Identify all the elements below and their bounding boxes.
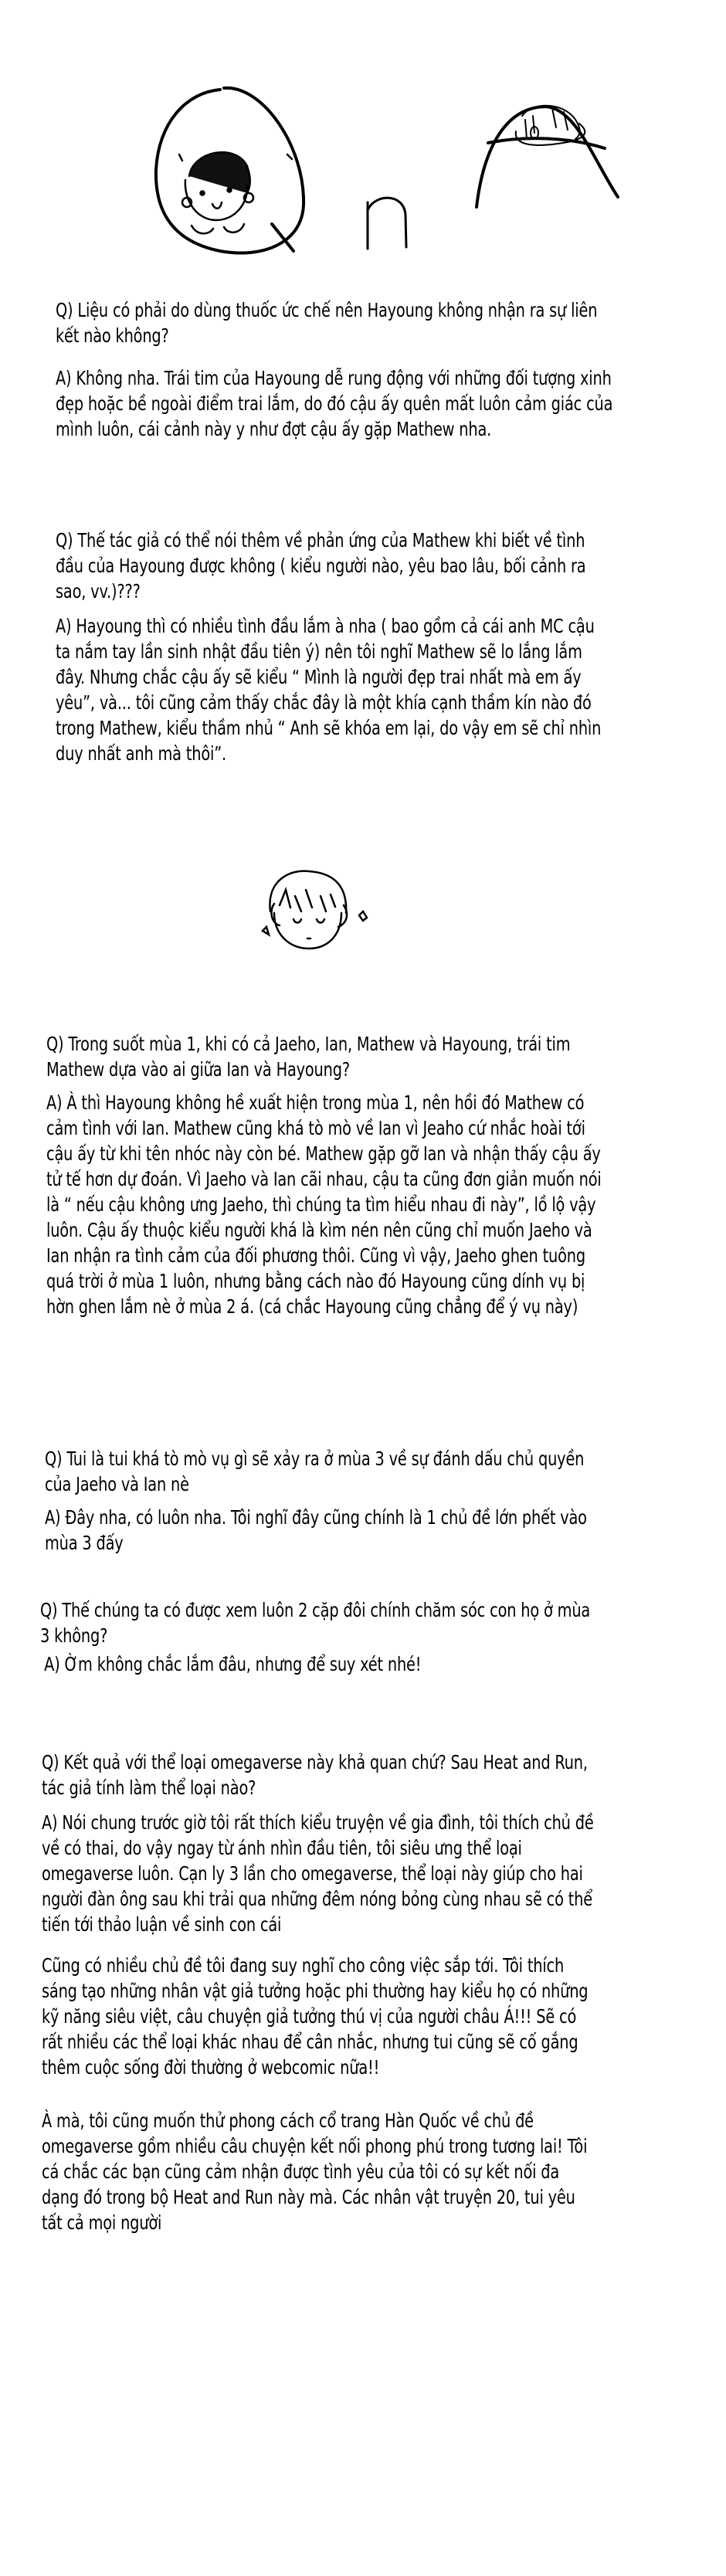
chibi-face-doodle-icon: [232, 850, 386, 958]
qa-item-5: [40, 1597, 598, 1677]
question-text: Q) Tui là tui khá tò mò vụ gì sẽ xảy ra ở mùa 3 về sự đánh dấu chủ quyền của Jaeho và Ian nè: [45, 1448, 585, 1495]
answer-text: A) À thì Hayoung không hề xuất hiện trong mùa 1, nên hồi đó Mathew có cảm tình với Ian. Mathew cũng khá tò mò về Ian vì Jeaho cứ nhắc hoài tới cậu ấy từ khi tên nhóc này còn bé. Mathew gặp gỡ Ian và nhận thấy cậu ấy tử tế hơn dự đoán. Vì Jaeho và Ian cãi nhau, cậu ta cũng đơn giản muốn nói là “ nếu cậu không ưng Jaeho, thì chúng ta tìm hiểu nhau đi này”, lồ lộ vậy luôn. Cậu ấy thuộc kiểu người khá là kìm nén nên cũng chỉ muốn Jaeho và Ian nhận ra tình cảm của đối phương thôi. Cũng vì vậy, Jaeho ghen tuông quá trời ở mùa 1 luôn, nhưng bằng cách nào đó Hayoung cũng dính vụ bị hờn ghen lắm nè ở mùa 2 á. (cá chắc Hayoung cũng chẳng để ý vụ này): [46, 1091, 602, 1318]
answer-text: A) Không nha. Trái tim của Hayoung dễ rung động với những đối tượng xinh đẹp hoặc bề ngoài điểm trai lắm, do đó cậu ấy quên mất luôn cảm giác của mình luôn, cái cảnh này y như đợt cậu ấy gặp Mathew nha.: [56, 367, 613, 440]
answer-text: Cũng có nhiều chủ đề tôi đang suy nghĩ cho công việc sắp tới. Tôi thích sáng tạo những nhân vật giả tưởng hoặc phi thường hay kiểu họ có những kỹ năng siêu việt, câu chuyện giả tưởng thú vị của người châu Á!!! Sẽ có rất nhiều các thể loại khác nhau để cân nhắc, nhưng tui cũng sẽ cố gắng thêm cuộc sống đời thường ở webcomic nữa!!: [42, 1954, 589, 2079]
question-text: Q) Thế chúng ta có được xem luôn 2 cặp đôi chính chăm sóc con họ ở mùa 3 không?: [40, 1599, 591, 1647]
n-letter-icon: [368, 198, 406, 249]
answer-text: A) Nói chung trước giờ tôi rất thích kiểu truyện về gia đình, tôi thích chủ đề về có thai, do vậy ngay từ ánh nhìn đầu tiên, tôi siêu ưng thể loại omegaverse luôn. Cạn ly 3 lần cho omegaverse, thể loại này giúp cho hai người đàn ông sau khi trải qua những đêm nóng bỏng cùng nhau sẽ có thể tiến tới thảo luận về sinh con cái: [42, 1811, 594, 1936]
question-text: Q) Liệu có phải do dùng thuốc ức chế nên Hayoung không nhận ra sự liên kết nào không?: [56, 299, 598, 347]
qa-item-2: [56, 528, 613, 766]
question-text: Q) Trong suốt mùa 1, khi có cả Jaeho, Ian, Mathew và Hayoung, trái tim Mathew dựa vào ai giữa Ian và Hayoung?: [46, 1033, 571, 1081]
question-text: Q) Kết quả với thể loại omegaverse này khả quan chứ? Sau Heat and Run, tác giả tính làm thể loại nào?: [42, 1751, 588, 1799]
a-letter-icon: [477, 107, 618, 207]
answer-text: A) Ờm không chắc lắm đâu, nhưng để suy xét nhé!: [44, 1653, 422, 1675]
qna-title-illustration: [0, 0, 726, 270]
question-text: Q) Thế tác giả có thể nói thêm về phản ứng của Mathew khi biết về tình đầu của Hayoung được không ( kiểu người nào, yêu bao lâu, bối cảnh ra sao, vv.)???: [56, 529, 586, 602]
answer-text: À mà, tôi cũng muốn thử phong cách cổ trang Hàn Quốc về chủ đề omegaverse gồm nhiều câu chuyện kết nối phong phú trong tương lai! Tôi cá chắc các bạn cũng cảm nhận được tình yêu của tôi có sự kết nối đa dạng đó trong bộ Heat and Run này mà. Các nhân vật truyện 20, tui yêu tất cả mọi người: [42, 2109, 588, 2234]
answer-text: A) Hayoung thì có nhiều tình đầu lắm à nha ( bao gồm cả cái anh MC cậu ta nắm tay lần sinh nhật đầu tiên ý) nên tôi nghĩ Mathew sẽ lo lắng lắm đây. Nhưng chắc cậu ấy sẽ kiểu “ Mình là người đẹp trai nhất mà em ấy yêu”, và... tôi cũng cảm thấy chắc đây là một khía cạnh thầm kín nào đó trong Mathew, kiểu thầm nhủ “ Anh sẽ khóa em lại, do vậy em sẽ chỉ nhìn duy nhất anh mà thôi”.: [56, 615, 602, 765]
qa-item-6: [42, 1750, 599, 2235]
dark-haired-boy-icon: [179, 152, 292, 233]
qa-item-1: [56, 297, 613, 442]
qa-item-4: [45, 1446, 602, 1556]
qa-item-3: [46, 1031, 604, 1319]
answer-text: A) Đây nha, có luôn nha. Tôi nghĩ đây cũng chính là 1 chủ đề lớn phết vào mùa 3 đấy: [45, 1506, 587, 1554]
